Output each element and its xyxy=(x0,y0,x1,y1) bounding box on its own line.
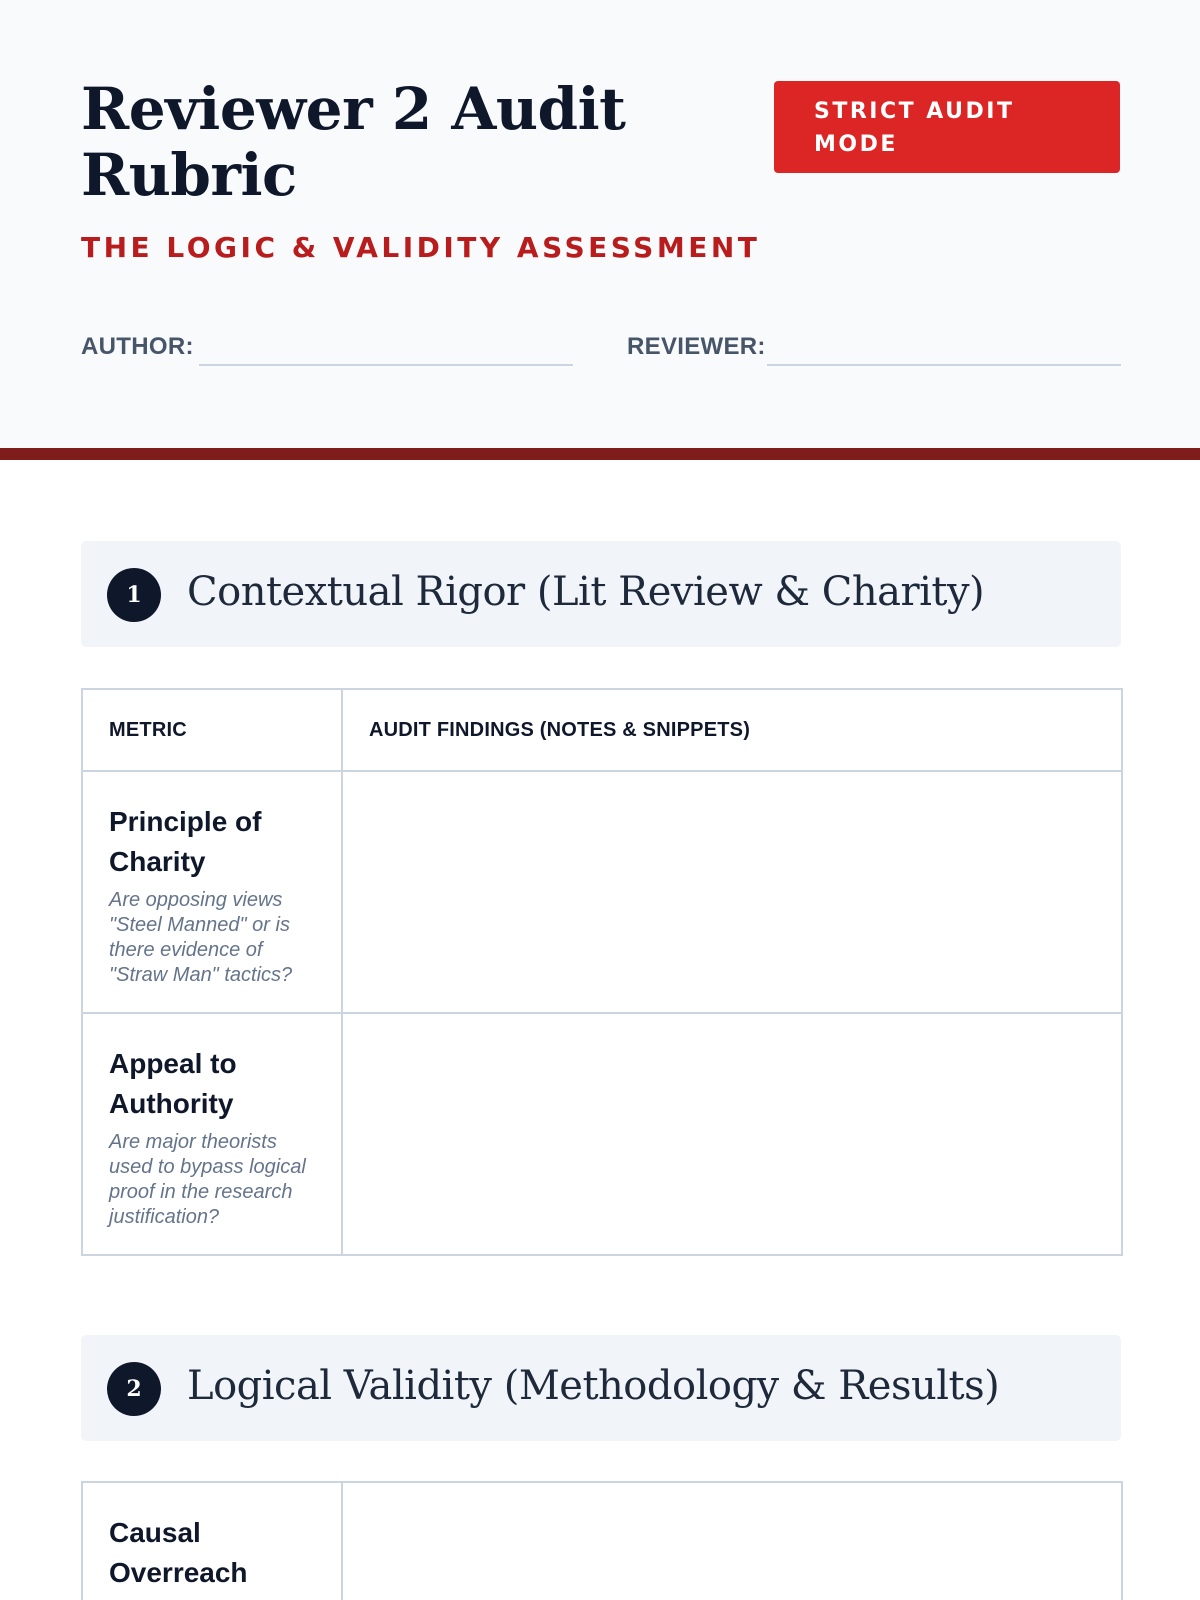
column-header-findings: AUDIT FINDINGS (NOTES & SNIPPETS) xyxy=(342,689,1122,771)
section-1-header xyxy=(81,541,1121,647)
metric-cell xyxy=(82,771,342,1013)
section-number-badge: 1 xyxy=(107,568,161,622)
section-title: Logical Validity (Methodology & Results) xyxy=(187,1363,1000,1409)
table-row xyxy=(82,1482,1122,1600)
table-row xyxy=(82,1013,1122,1255)
table-row xyxy=(82,771,1122,1013)
page-subtitle: THE LOGIC & VALIDITY ASSESSMENT xyxy=(81,231,761,264)
section-1-rubric-table xyxy=(81,688,1123,1256)
findings-cell[interactable] xyxy=(342,771,1122,1013)
author-label: AUTHOR: xyxy=(81,333,194,360)
table-header-row xyxy=(82,689,1122,771)
metric-description: Are opposing views "Steel Manned" or is there evidence of "Straw Man" tactics? xyxy=(109,889,293,986)
metric-name: Appeal to Authority xyxy=(109,1048,237,1119)
findings-cell[interactable] xyxy=(342,1013,1122,1255)
findings-cell[interactable] xyxy=(342,1482,1122,1600)
metric-name: Principle of Charity xyxy=(109,806,262,877)
column-header-metric: METRIC xyxy=(82,689,342,771)
section-title: Contextual Rigor (Lit Review & Charity) xyxy=(187,569,985,615)
section-number-badge: 2 xyxy=(107,1362,161,1416)
section-2-rubric-table xyxy=(81,1481,1123,1600)
strict-audit-mode-badge: STRICT AUDIT MODE xyxy=(774,81,1120,173)
metric-cell xyxy=(82,1482,342,1600)
metric-cell xyxy=(82,1013,342,1255)
metric-name: Causal Overreach xyxy=(109,1517,248,1588)
section-2-header xyxy=(81,1335,1121,1441)
page-title: Reviewer 2 Audit Rubric xyxy=(81,75,626,209)
reviewer-field[interactable] xyxy=(767,364,1121,366)
author-field[interactable] xyxy=(199,364,573,366)
reviewer-label: REVIEWER: xyxy=(627,333,766,360)
document-header xyxy=(0,0,1200,460)
metric-description: Are major theorists used to bypass logical proof in the research justification? xyxy=(109,1131,306,1228)
